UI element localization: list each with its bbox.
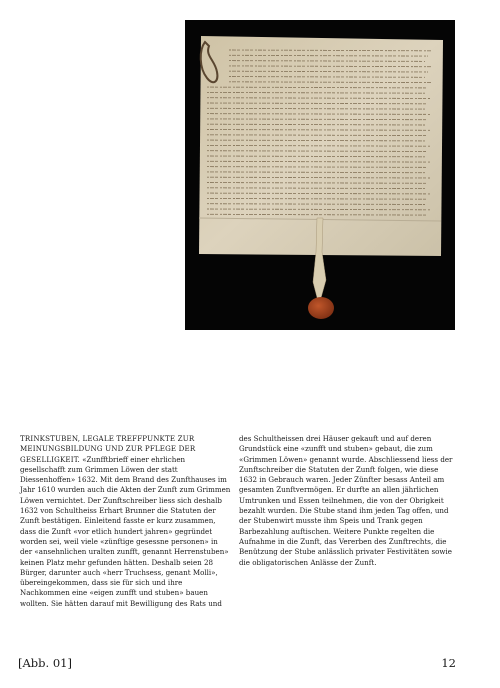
left-column [20, 434, 232, 609]
document-photograph [185, 20, 455, 330]
page-number: 12 [441, 656, 456, 670]
body-text: «Zunfftbrieff einer ehrlichen gesellschafft zum Grimmen Löwen der statt Diessenhoffen» 1632. Mit dem Brand des Zunfthauses im Jahr 1610 wurden auch die Akten der Zunft zum Grimmen Löwen vernichtet. Der Zunftschreiber liess sich deshalb 1632 von Schultheiss Erhart Brunner die Statuten der Zunft bestätigen. Einleitend fasste er kurz zusammen, dass die Zunft «vor etlich hundert jahren» gegründet worden sei, weil viele «zünftige gesessne personen» in der «ansehnlichen uralten zunfft, genannt Herrenstuben» keinen Platz mehr gefunden hätten. Deshalb seien 28 Bürger, darunter auch «herr Truchsess, genant Molli», übereingekommen, dass sie für sich und ihre Nachkommen eine «eigen zunfft und stuben» bauen wollten. Sie hätten darauf mit Bewilligung des Rats und [20, 454, 231, 608]
section-heading: TRINKSTUBEN, LEGALE TREFFPUNKTE ZUR MEINUNGSBILDUNG UND ZUR PFLEGE DER GESELLIGKEIT. [20, 434, 196, 464]
right-column [239, 434, 453, 568]
charter-illustration [185, 20, 455, 330]
wax-seal [308, 297, 334, 319]
figure-caption: [Abb. 01] [18, 656, 72, 670]
body-text: des Schultheissen drei Häuser gekauft und auf deren Grundstück eine «zunfft und stuben» gebaut, die zum «Grimmen Löwen» genannt wurde. Abschliessend liess der Zunftschreiber die Statuten der Zunft folgen, wie diese 1632 in Gebrauch waren. Jeder Zünfter besass Anteil am gesamten Zunftvermögen. Er durfte an allen jährlichen Umtrunken und Essen teilnehmen, die von der Obrigkeit bezahlt wurden. Die Stube stand ihm jeden Tag offen, und der Stubenwirt musste ihm Speis und Trank gegen Barbezahlung auftischen. Weitere Punkte regelten die Aufnahme in die Zunft, das Vererben des Zunftrechts, die Benützung der Stube anlässlich privater Festivitäten sowie die obligatorischen Anlässe der Zunft. [239, 434, 453, 567]
